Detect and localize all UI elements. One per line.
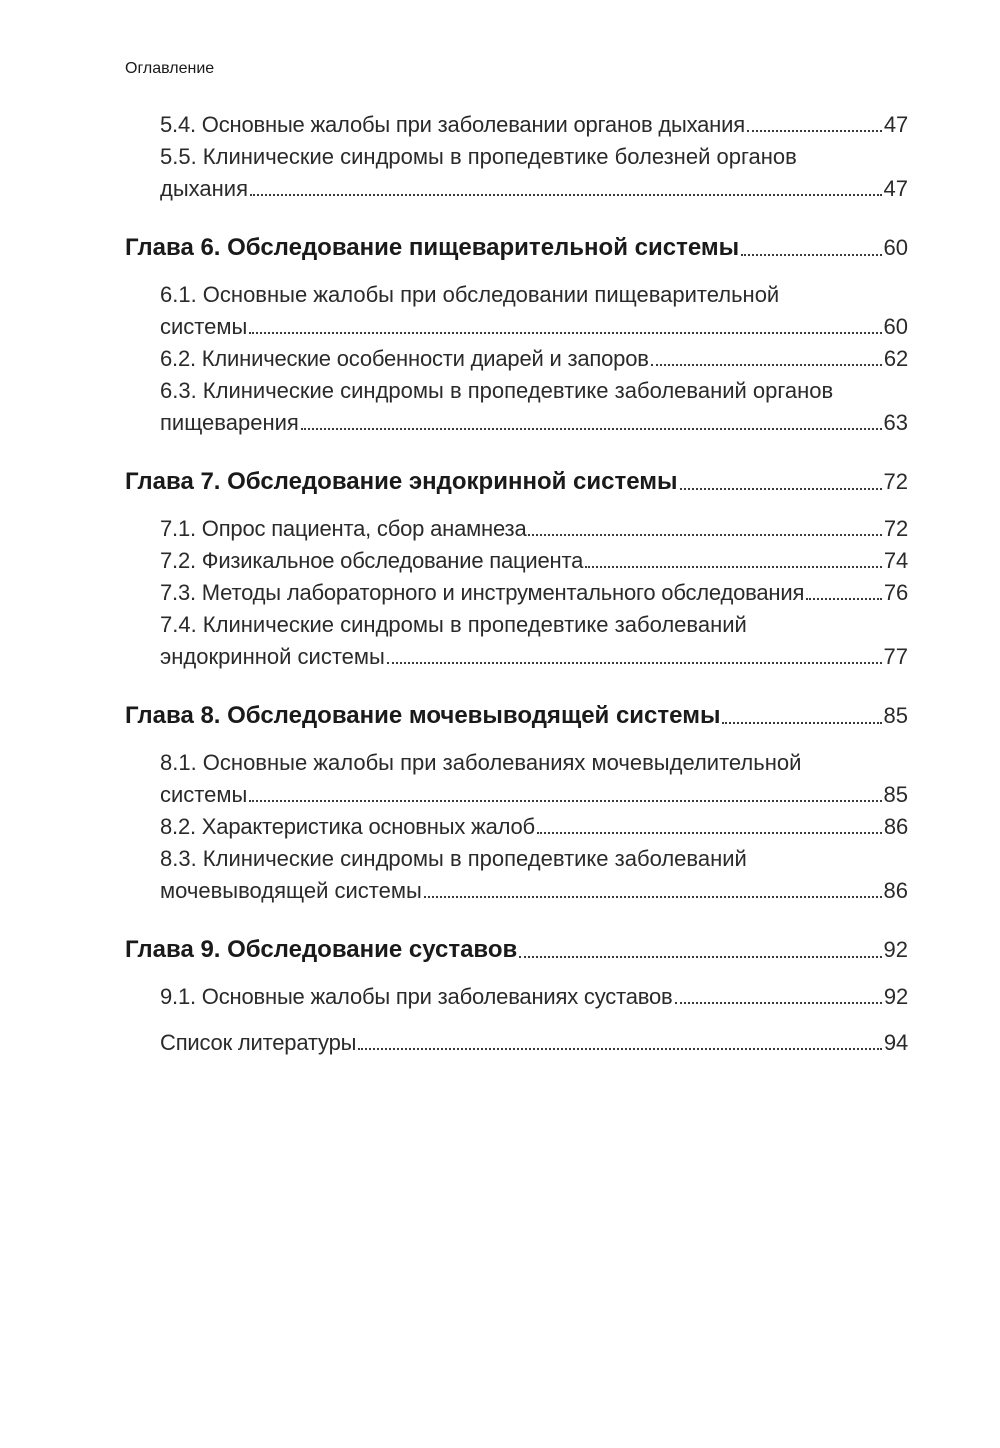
toc-entry-5-5-line1[interactable]: 5.5. Клинические синдромы в пропедевтике болезней органов xyxy=(160,144,797,169)
dot-leader xyxy=(806,598,882,600)
toc-entry-title: эндокринной системы xyxy=(160,644,385,669)
toc-chapter-8[interactable] xyxy=(125,702,908,730)
dot-leader xyxy=(528,534,881,536)
toc-page-number: 47 xyxy=(883,176,908,201)
toc-page-number: 92 xyxy=(883,984,908,1009)
dot-leader xyxy=(680,488,882,490)
toc-page-number: 60 xyxy=(883,235,908,260)
toc-entry-7-1[interactable] xyxy=(160,516,908,542)
toc-entry-title: мочевыводящей системы xyxy=(160,878,422,903)
toc-entry-title: системы xyxy=(160,314,248,339)
dot-leader xyxy=(301,428,882,430)
dot-leader xyxy=(424,896,882,898)
dot-leader xyxy=(585,566,882,568)
toc-entry-5-5[interactable] xyxy=(160,176,908,202)
toc-entry-6-1[interactable] xyxy=(160,314,908,340)
toc-entry-6-3[interactable] xyxy=(160,410,908,436)
toc-page-number: 60 xyxy=(883,314,908,339)
dot-leader xyxy=(537,832,882,834)
toc-page-number: 86 xyxy=(883,814,908,839)
toc-chapter-title: Глава 6. Обследование пищеварительной системы xyxy=(125,234,740,261)
toc-entry-6-3-line1[interactable]: 6.3. Клинические синдромы в пропедевтике заболеваний органов xyxy=(160,378,834,403)
toc-entry-title: 5.4. Основные жалобы при заболевании органов дыхания xyxy=(160,112,745,137)
toc-page-number: 77 xyxy=(883,644,908,669)
toc-chapter-6[interactable] xyxy=(125,234,908,262)
toc-entry-7-3[interactable] xyxy=(160,580,908,606)
toc-entry-title: 7.2. Физикальное обследование пациента xyxy=(160,548,584,573)
toc-entry-title: системы xyxy=(160,782,248,807)
toc-page-number: 72 xyxy=(883,516,908,541)
toc-entry-title: дыхания xyxy=(160,176,248,201)
dot-leader xyxy=(387,662,882,664)
dot-leader xyxy=(250,194,882,196)
toc-entry-8-1-line1[interactable]: 8.1. Основные жалобы при заболеваниях мочевыделительной xyxy=(160,750,802,775)
toc-entry-references[interactable] xyxy=(160,1030,908,1056)
toc-page-number: 86 xyxy=(883,878,908,903)
dot-leader xyxy=(519,956,881,958)
toc-page-number: 76 xyxy=(883,580,908,605)
toc-entry-8-2[interactable] xyxy=(160,814,908,840)
toc-page-number: 85 xyxy=(883,703,908,728)
toc-entry-8-3[interactable] xyxy=(160,878,908,904)
toc-page-number: 62 xyxy=(883,346,908,371)
dot-leader xyxy=(722,722,881,724)
toc-chapter-9[interactable] xyxy=(125,936,908,964)
toc-page-number: 47 xyxy=(883,112,908,137)
dot-leader xyxy=(741,254,881,256)
toc-entry-5-4[interactable] xyxy=(160,112,908,138)
toc-page-number: 63 xyxy=(883,410,908,435)
dot-leader xyxy=(358,1048,882,1050)
running-head: Оглавление xyxy=(125,60,215,77)
toc-entry-title: пищеварения xyxy=(160,410,299,435)
toc-entry-title: 7.1. Опрос пациента, сбор анамнеза xyxy=(160,516,527,541)
toc-entry-7-4[interactable] xyxy=(160,644,908,670)
toc-entry-7-4-line1[interactable]: 7.4. Клинические синдромы в пропедевтике заболеваний xyxy=(160,612,747,637)
toc-chapter-7[interactable] xyxy=(125,468,908,496)
dot-leader xyxy=(249,800,881,802)
toc-page-number: 85 xyxy=(883,782,908,807)
toc-entry-6-1-line1[interactable]: 6.1. Основные жалобы при обследовании пищеварительной xyxy=(160,282,780,307)
toc-entry-title: 8.2. Характеристика основных жалоб xyxy=(160,814,535,839)
toc-chapter-title: Глава 9. Обследование суставов xyxy=(125,936,518,963)
toc-entry-title: 9.1. Основные жалобы при заболеваниях суставов xyxy=(160,984,673,1009)
toc-entry-6-2[interactable] xyxy=(160,346,908,372)
dot-leader xyxy=(249,332,881,334)
toc-chapter-title: Глава 8. Обследование мочевыводящей системы xyxy=(125,702,721,729)
toc-entry-title: Список литературы xyxy=(160,1030,357,1055)
dot-leader xyxy=(747,130,882,132)
toc-page-number: 92 xyxy=(883,937,908,962)
toc-entry-title: 6.2. Клинические особенности диарей и запоров xyxy=(160,346,649,371)
toc-entry-8-1[interactable] xyxy=(160,782,908,808)
dot-leader xyxy=(675,1002,882,1004)
toc-entry-9-1[interactable] xyxy=(160,984,908,1010)
toc-page-number: 74 xyxy=(883,548,908,573)
toc-page-number: 72 xyxy=(883,469,908,494)
toc-page-number: 94 xyxy=(883,1030,908,1055)
dot-leader xyxy=(651,364,882,366)
toc-entry-8-3-line1[interactable]: 8.3. Клинические синдромы в пропедевтике заболеваний xyxy=(160,846,747,871)
toc-entry-title: 7.3. Методы лабораторного и инструментального обследования xyxy=(160,580,805,605)
toc-entry-7-2[interactable] xyxy=(160,548,908,574)
toc-chapter-title: Глава 7. Обследование эндокринной системы xyxy=(125,468,678,495)
